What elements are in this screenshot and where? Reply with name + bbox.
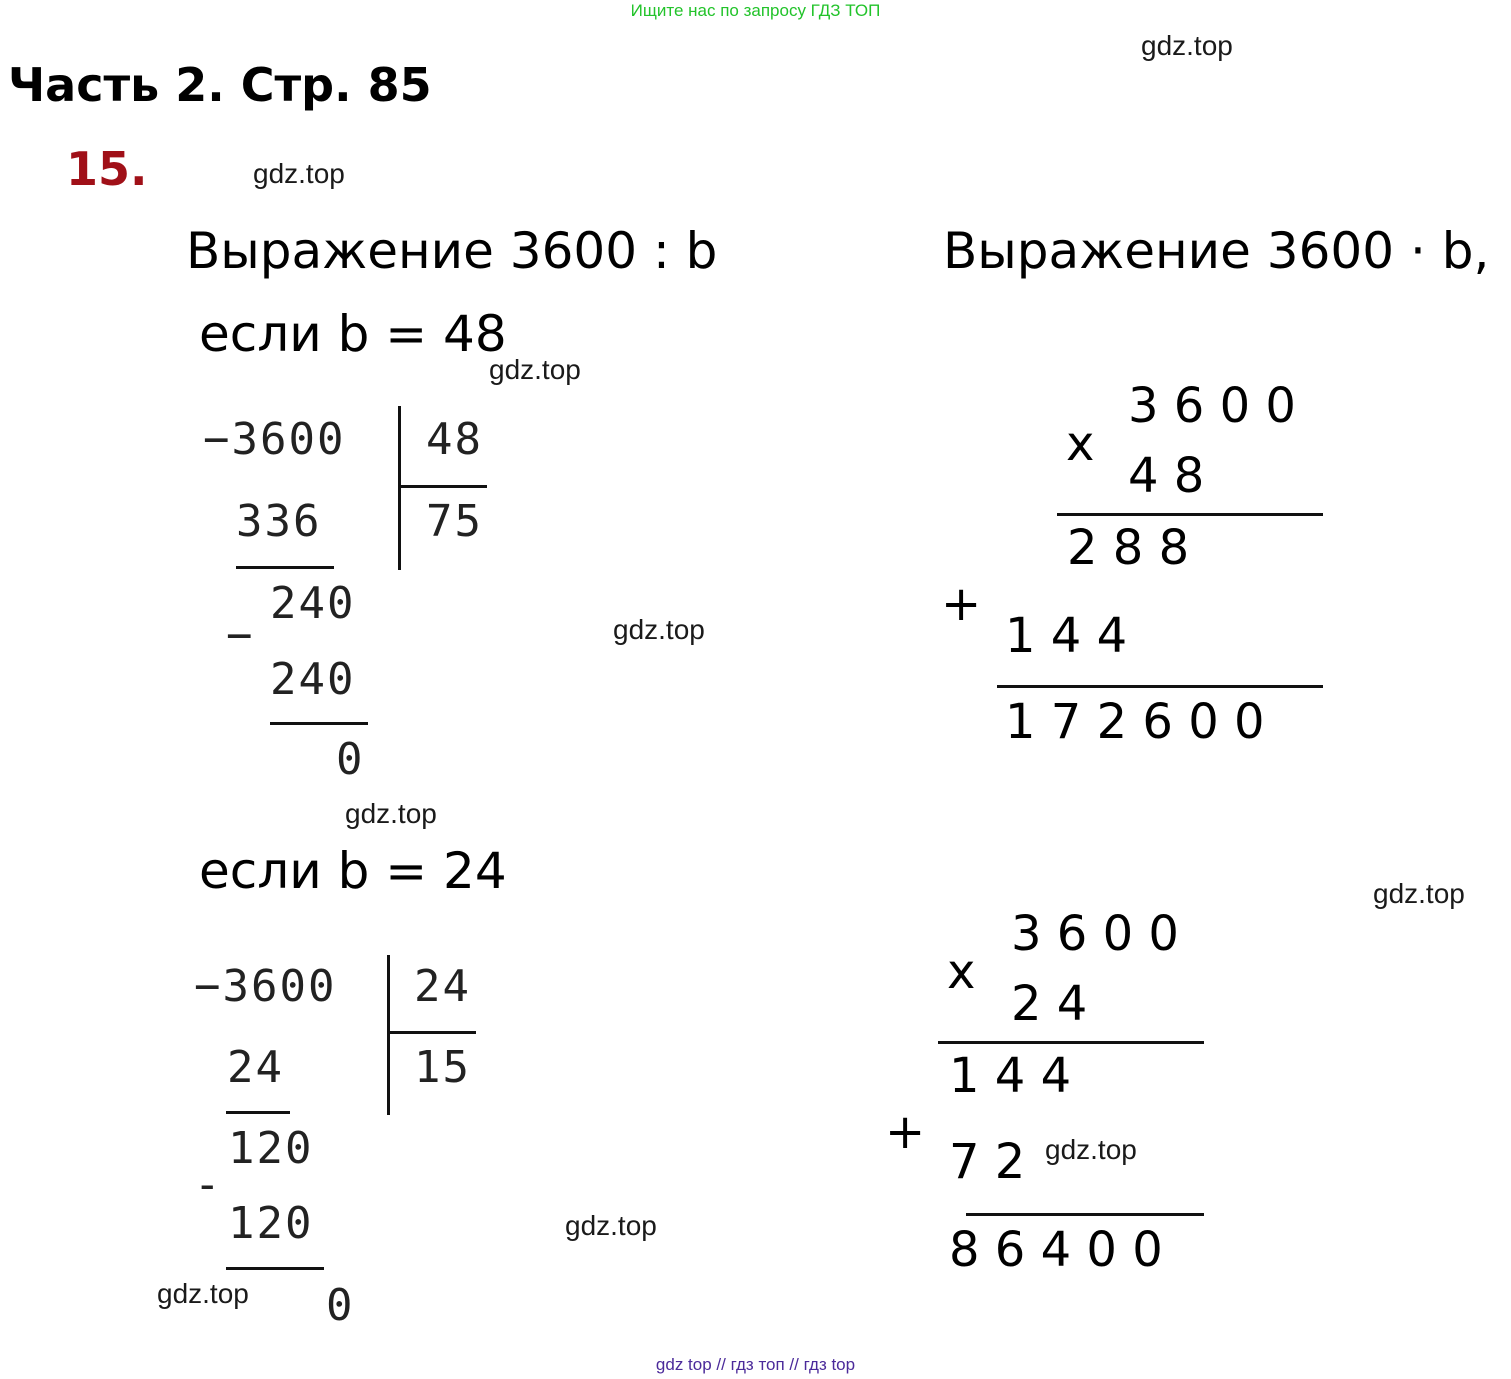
dividend: −3600: [203, 414, 346, 465]
quotient: 15: [414, 1042, 471, 1093]
footer-links: gdz top // гдз топ // гдз top: [655, 1355, 856, 1374]
multiply-sign: x: [947, 944, 976, 1000]
task-number: 15.: [66, 142, 148, 196]
multiplier: 4 8: [1128, 448, 1205, 504]
plus-sign: +: [885, 1104, 926, 1160]
line: [1057, 513, 1323, 516]
partial-product-1: 2 8 8: [1067, 520, 1190, 576]
line: [938, 1041, 1204, 1044]
subtrahend-1: 336: [236, 496, 322, 547]
partial-product-2: 7 2: [949, 1134, 1026, 1190]
line: [966, 1213, 1204, 1216]
dividend: −3600: [194, 961, 337, 1012]
partial-product-2: 1 4 4: [1005, 608, 1128, 664]
watermark: gdz.top: [157, 1278, 249, 1309]
subtrahend-2: 240: [270, 654, 356, 705]
divisor: 24: [414, 961, 471, 1012]
multiplier: 2 4: [1011, 976, 1088, 1032]
minus-sign: −: [226, 610, 255, 661]
left-heading: Выражение 3600 : b: [186, 222, 718, 280]
promo-banner: Ищите нас по запросу ГДЗ ТОП: [630, 1, 881, 20]
result: 0: [326, 1280, 355, 1331]
quotient: 75: [426, 496, 483, 547]
watermark: gdz.top: [613, 614, 705, 645]
line: [226, 1111, 290, 1114]
line: [226, 1267, 324, 1270]
condition-b-24: если b = 24: [199, 842, 507, 900]
line: [236, 566, 334, 569]
condition-b-48: если b = 48: [199, 305, 507, 363]
remainder-1: 120: [228, 1123, 314, 1174]
plus-sign: +: [941, 576, 982, 632]
watermark: gdz.top: [1045, 1134, 1137, 1165]
watermark: gdz.top: [1373, 878, 1465, 909]
partial-product-1: 1 4 4: [949, 1048, 1072, 1104]
multiplicand: 3 6 0 0: [1128, 378, 1296, 434]
divisor-underline: [387, 1031, 476, 1034]
result: 0: [336, 734, 365, 785]
divisor: 48: [426, 414, 483, 465]
remainder-1: 240: [270, 578, 356, 629]
subtrahend-2: 120: [228, 1198, 314, 1249]
minus-sign: -: [194, 1159, 223, 1210]
product: 1 7 2 6 0 0: [1005, 694, 1265, 750]
watermark: gdz.top: [565, 1210, 657, 1241]
product: 8 6 4 0 0: [949, 1222, 1163, 1278]
watermark: gdz.top: [1141, 30, 1233, 61]
page-title: Часть 2. Стр. 85: [8, 58, 432, 112]
subtrahend-1: 24: [227, 1042, 284, 1093]
watermark: gdz.top: [345, 798, 437, 829]
divisor-underline: [398, 485, 487, 488]
watermark: gdz.top: [253, 158, 345, 189]
line: [997, 685, 1323, 688]
line: [270, 722, 368, 725]
watermark: gdz.top: [489, 354, 581, 385]
division-bar: [398, 406, 401, 570]
right-heading: Выражение 3600 · b,: [943, 222, 1490, 280]
multiplicand: 3 6 0 0: [1011, 906, 1179, 962]
division-bar: [387, 955, 390, 1115]
multiply-sign: x: [1066, 416, 1095, 472]
